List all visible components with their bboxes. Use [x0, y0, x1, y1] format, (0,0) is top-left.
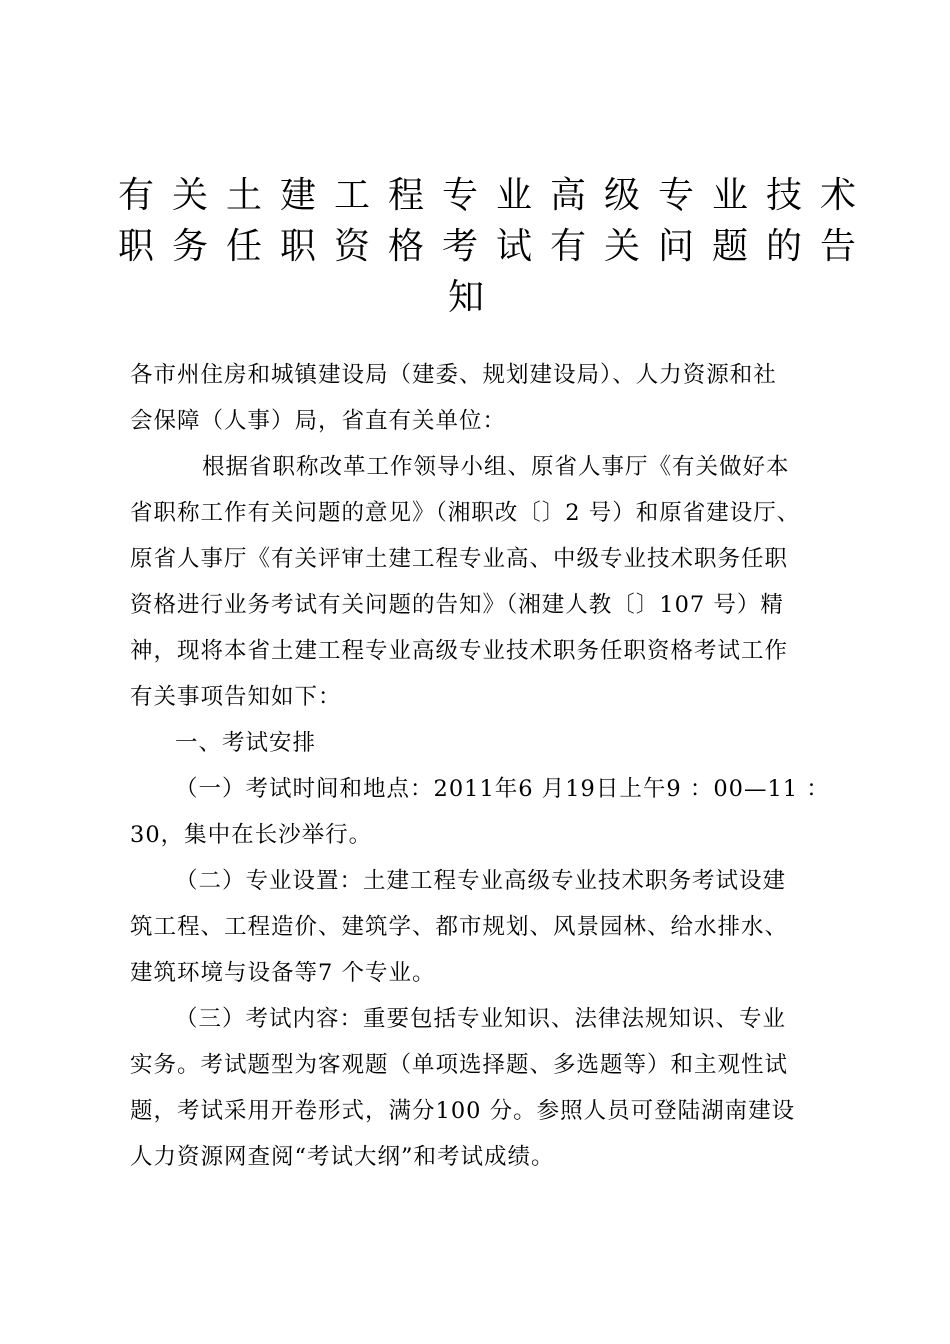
item-line: 人力资源网查阅“考试大纲”和考试成绩。 — [130, 1144, 555, 1170]
item-line: （二）专业设置：土建工程专业高级专业技术职务考试设建 — [175, 868, 787, 894]
intro-line: 神，现将本省土建工程专业高级专业技术职务任职资格考试工作 — [130, 638, 789, 664]
salutation-line: 各市州住房和城镇建设局（建委、规划建设局）、人力资源和社 — [130, 362, 777, 388]
item-line: 题，考试采用开卷形式，满分100 分。参照人员可登陆湖南建设 — [130, 1098, 796, 1124]
item-exam-content — [130, 996, 830, 1180]
section-heading — [130, 720, 830, 766]
item-line: 筑工程、工程造价、建筑学、都市规划、风景园林、给水排水、 — [130, 914, 789, 940]
intro-paragraph — [130, 444, 830, 720]
item-line: （三）考试内容：重要包括专业知识、法律法规知识、专业 — [175, 1006, 787, 1032]
section-heading-text: 一、考试安排 — [175, 730, 317, 756]
intro-line: 有关事项告知如下： — [130, 684, 342, 710]
item-line: （一）考试时间和地点：2011年6 月19日上午9 ：00—11 ： — [175, 776, 830, 802]
document-body — [130, 352, 830, 1180]
title-line: 知 — [447, 277, 502, 318]
item-line: 30，集中在长沙举行。 — [130, 822, 373, 848]
intro-line: 原省人事厅《有关评审土建工程专业高、中级专业技术职务任职 — [130, 546, 789, 572]
item-specialties — [130, 858, 830, 996]
title-line: 有关土建工程专业高级专业技术 — [118, 175, 875, 216]
document-title — [118, 170, 875, 323]
item-line: 实务。考试题型为客观题（单项选择题、多选题等）和主观性试 — [130, 1052, 789, 1078]
intro-line: 省职称工作有关问题的意见》（湘职改〔〕2 号）和原省建设厅、 — [130, 500, 801, 526]
title-line: 职务任职资格考试有关问题的告 — [118, 226, 875, 267]
intro-line: 资格进行业务考试有关问题的告知》（湘建人教〔〕107 号）精 — [130, 592, 784, 618]
salutation-line: 会保障（人事）局，省直有关单位： — [130, 408, 507, 434]
item-line: 建筑环境与设备等7 个专业。 — [130, 960, 436, 986]
intro-line: 根据省职称改革工作领导小组、原省人事厅《有关做好本 — [202, 454, 790, 480]
item-exam-time — [130, 766, 830, 858]
salutation — [130, 352, 830, 444]
